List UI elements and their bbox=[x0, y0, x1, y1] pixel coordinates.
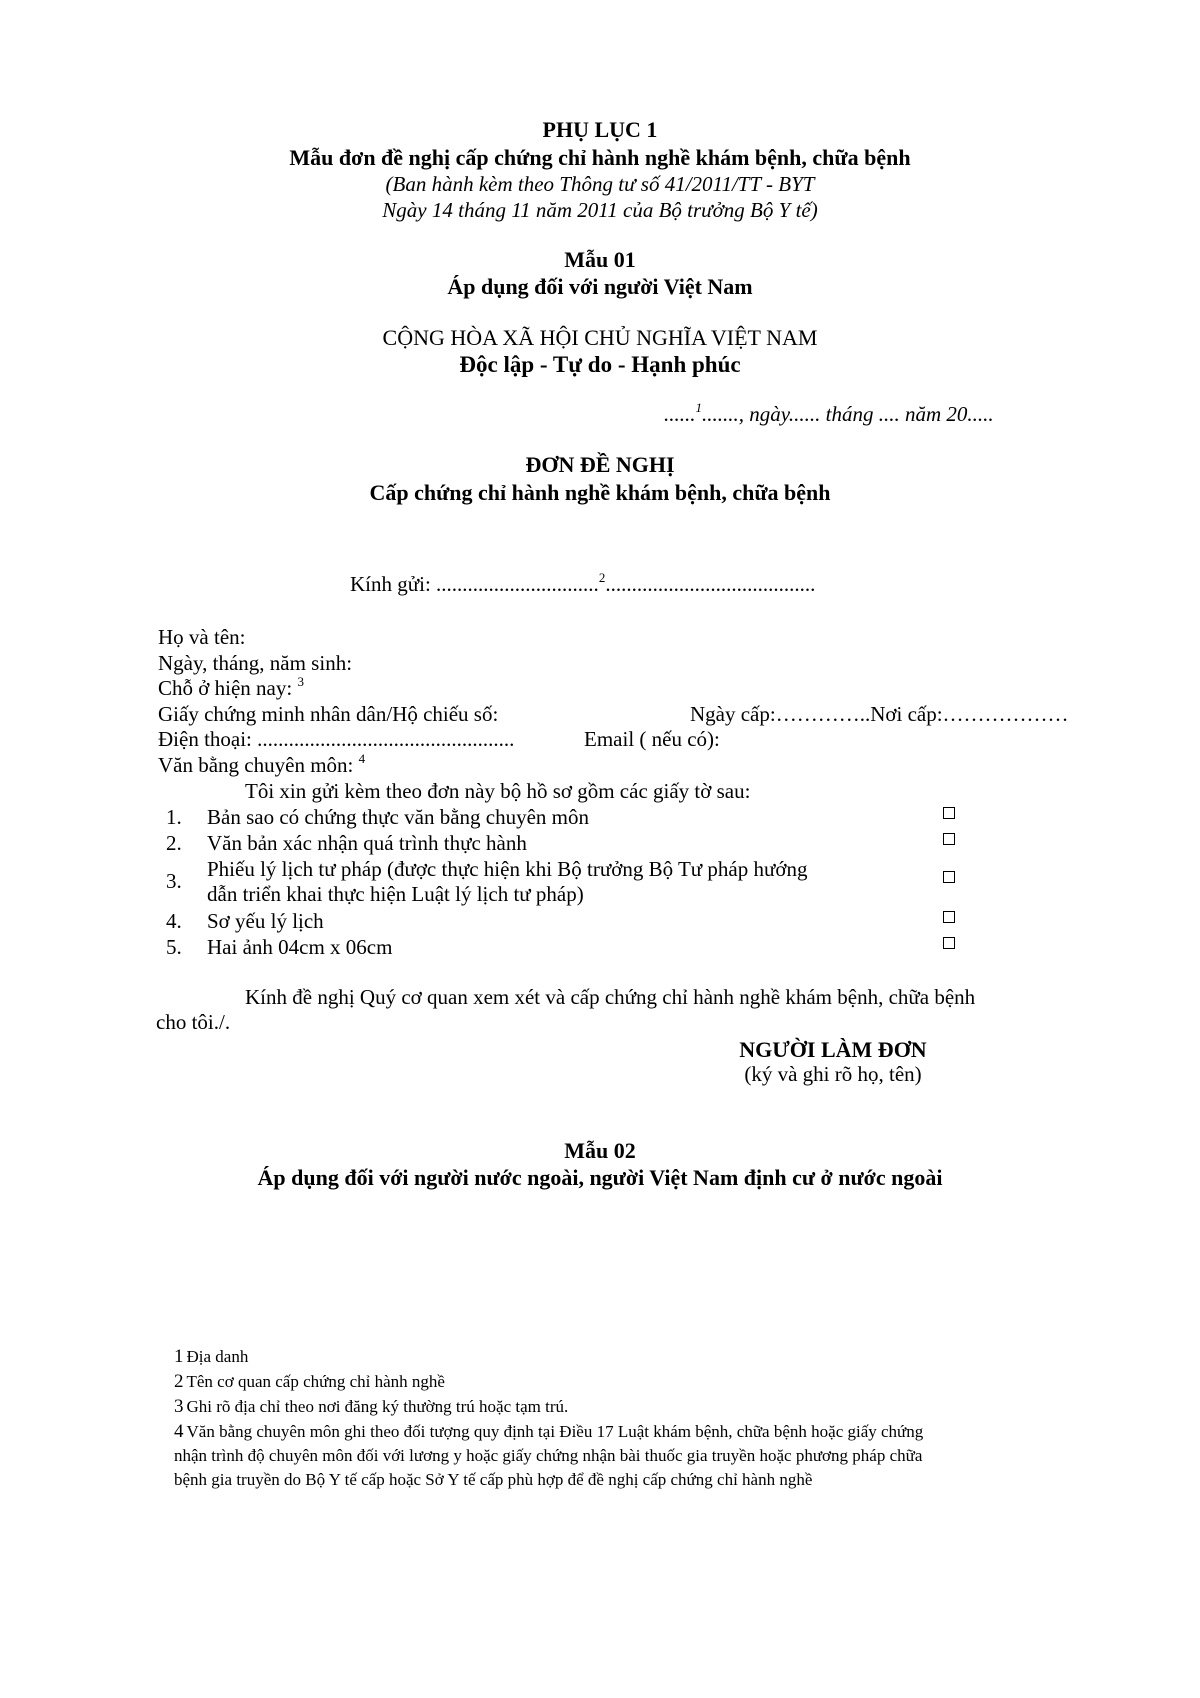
footnote-text: Ghi rõ địa chỉ theo nơi đăng ký thường trú hoặc tạm trú. bbox=[186, 1397, 569, 1416]
attachment-text: Bản sao có chứng thực văn bằng chuyên môn bbox=[207, 805, 589, 829]
field-phone: Điện thoại: ................................................. bbox=[158, 727, 515, 751]
request-line-2: cho tôi./. bbox=[156, 1010, 231, 1034]
recipient-line bbox=[350, 572, 815, 597]
field-email: Email ( nếu có): bbox=[584, 727, 720, 751]
field-residence bbox=[158, 676, 304, 701]
form01-label: Mẫu 01 bbox=[564, 247, 636, 272]
footnote-number: 4 bbox=[174, 1421, 184, 1442]
attachment-checkbox[interactable] bbox=[943, 911, 955, 923]
field-id-card: Giấy chứng minh nhân dân/Hộ chiếu số: bbox=[158, 702, 499, 726]
attachment-checkbox[interactable] bbox=[943, 807, 955, 819]
footnote-text-line3: bệnh gia truyền do Bộ Y tế cấp hoặc Sở Y tế cấp phù hợp để đề nghị cấp chứng chỉ hành nghề bbox=[174, 1470, 813, 1489]
field-issue-date-place: Ngày cấp:…………..Nơi cấp:……………… bbox=[690, 702, 1069, 726]
footnote-ref-1: 1 bbox=[695, 400, 702, 415]
footnote-ref-4: 4 bbox=[358, 751, 366, 766]
attachment-number: 2. bbox=[166, 831, 182, 855]
field-full-name: Họ và tên: bbox=[158, 625, 246, 649]
attachment-number: 4. bbox=[166, 909, 182, 933]
request-line-1: Kính đề nghị Quý cơ quan xem xét và cấp chứng chỉ hành nghề khám bệnh, chữa bệnh bbox=[245, 985, 976, 1009]
document-title: Mẫu đơn đề nghị cấp chứng chỉ hành nghề khám bệnh, chữa bệnh bbox=[289, 145, 911, 170]
issued-line-2: Ngày 14 tháng 11 năm 2011 của Bộ trưởng Bộ Y tế) bbox=[382, 198, 818, 222]
attachment-number: 1. bbox=[166, 805, 182, 829]
field-degree-label: Văn bằng chuyên môn: bbox=[158, 753, 354, 777]
field-birth-date: Ngày, tháng, năm sinh: bbox=[158, 651, 353, 675]
footnote-number: 3 bbox=[174, 1396, 184, 1417]
footnote-ref-2: 2 bbox=[598, 570, 606, 585]
footnote-text: Tên cơ quan cấp chứng chỉ hành nghề bbox=[186, 1372, 445, 1391]
attachment-text-line1: Phiếu lý lịch tư pháp (được thực hiện khi Bộ trưởng Bộ Tư pháp hướng bbox=[207, 857, 808, 881]
footnote-ref-3: 3 bbox=[297, 674, 304, 689]
country-name: CỘNG HÒA XÃ HỘI CHỦ NGHĨA VIỆT NAM bbox=[382, 325, 818, 350]
date-line-suffix: ......., ngày...... tháng .... năm 20..... bbox=[702, 402, 994, 426]
footnote-text-line2: nhận trình độ chuyên môn đối với lương y hoặc giấy chứng nhận bài thuốc gia truyền hoặc phương pháp chữa bbox=[174, 1446, 923, 1465]
attachment-text: Sơ yếu lý lịch bbox=[207, 909, 324, 933]
recipient-suffix: ........................................ bbox=[605, 572, 816, 596]
application-subtitle: Cấp chứng chỉ hành nghề khám bệnh, chữa bệnh bbox=[369, 480, 831, 505]
attachment-number: 3. bbox=[166, 869, 182, 893]
footnote bbox=[174, 1396, 568, 1418]
form01-subtitle: Áp dụng đối với người Việt Nam bbox=[447, 274, 753, 299]
footnote-text-line1: Văn bằng chuyên môn ghi theo đối tượng quy định tại Điều 17 Luật khám bệnh, chữa bệnh hoặc giấy chứng bbox=[186, 1422, 924, 1441]
footnote-number: 1 bbox=[174, 1346, 184, 1367]
field-degree bbox=[158, 753, 365, 778]
date-line-prefix: ...... bbox=[664, 402, 696, 426]
attachment-text: Hai ảnh 04cm x 06cm bbox=[207, 935, 393, 959]
appendix-heading: PHỤ LỤC 1 bbox=[542, 117, 658, 142]
attachment-checkbox[interactable] bbox=[943, 871, 955, 883]
attachment-checkbox[interactable] bbox=[943, 833, 955, 845]
footnote-number: 2 bbox=[174, 1371, 184, 1392]
form02-subtitle: Áp dụng đối với người nước ngoài, người Việt Nam định cư ở nước ngoài bbox=[257, 1165, 943, 1190]
field-residence-label: Chỗ ở hiện nay: bbox=[158, 676, 293, 700]
date-line bbox=[664, 402, 994, 427]
signature-title: NGƯỜI LÀM ĐƠN bbox=[739, 1037, 927, 1062]
recipient-prefix: Kính gửi: ............................... bbox=[350, 572, 599, 596]
issued-line-1: (Ban hành kèm theo Thông tư số 41/2011/TT - BYT bbox=[385, 172, 815, 196]
footnote bbox=[174, 1421, 923, 1443]
attachment-text-line2: dẫn triển khai thực hiện Luật lý lịch tư pháp) bbox=[207, 882, 584, 906]
form02-label: Mẫu 02 bbox=[564, 1138, 636, 1163]
national-slogan: Độc lập - Tự do - Hạnh phúc bbox=[459, 352, 741, 377]
footnote bbox=[174, 1346, 248, 1368]
attachment-number: 5. bbox=[166, 935, 182, 959]
attachment-checkbox[interactable] bbox=[943, 937, 955, 949]
footnote bbox=[174, 1371, 445, 1393]
application-title: ĐƠN ĐỀ NGHỊ bbox=[525, 452, 675, 477]
attachments-intro: Tôi xin gửi kèm theo đơn này bộ hồ sơ gồm các giấy tờ sau: bbox=[245, 779, 751, 803]
attachment-text: Văn bản xác nhận quá trình thực hành bbox=[207, 831, 527, 855]
footnote-text: Địa danh bbox=[186, 1347, 249, 1366]
signature-note: (ký và ghi rõ họ, tên) bbox=[744, 1062, 922, 1086]
